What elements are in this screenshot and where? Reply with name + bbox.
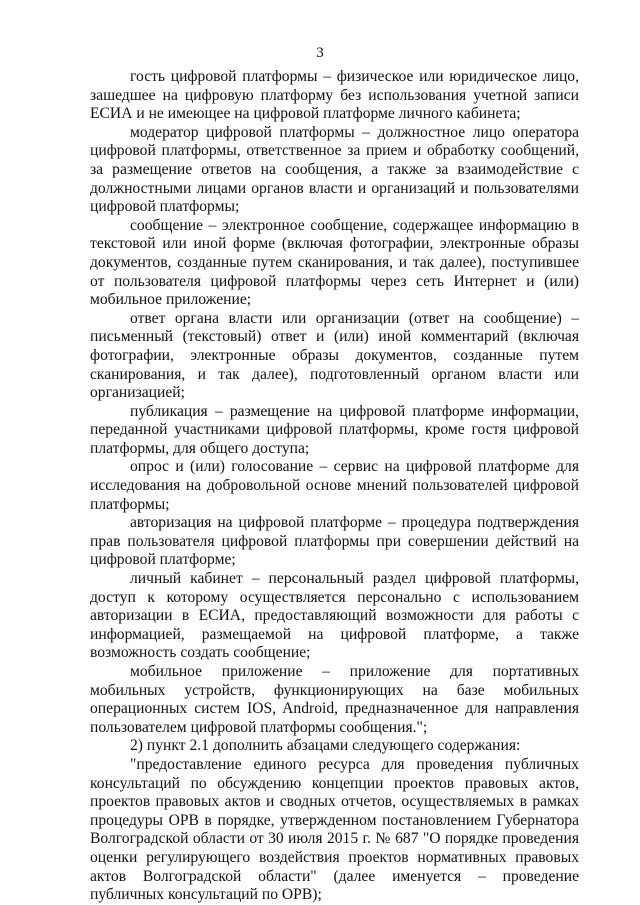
page-number: 3	[316, 45, 324, 61]
definition-authorization: авторизация на цифровой платформе – процедура подтверждения прав пользователя цифровой платформы при совершении действий на цифровой платформе;	[90, 514, 579, 569]
amendment-item-2: 2) пункт 2.1 дополнить абзацами следующего содержания:	[130, 737, 521, 755]
document-body	[90, 68, 579, 905]
definition-publication: публикация – размещение на цифровой платформе информации, переданной участниками цифровой платформы, кроме гостя цифровой платформы, для общего доступа;	[90, 402, 579, 457]
definition-poll: опрос и (или) голосование – сервис на цифровой платформе для исследования на добровольной основе мнений пользователей цифровой платформы;	[90, 458, 579, 513]
definition-mobile-app: мобильное приложение – приложение для портативных мобильных устройств, функционирующих на базе мобильных операционных систем IOS, Android, предназначенное для направления пользователем цифровой платформы сообщения.";	[90, 663, 579, 736]
definition-message: сообщение – электронное сообщение, содержащее информацию в текстовой или иной форме (включая фотографии, электронные образы документов, созданные путем сканирования, и так далее), поступившее от пользователя цифровой платформы через сеть Интернет и (или) мобильное приложение;	[90, 216, 579, 309]
definition-moderator: модератор цифровой платформы – должностное лицо оператора цифровой платформы, ответственное за прием и обработку сообщений, за размещение ответов на сообщения, а также за взаимодействие с должностными лицами органов власти и организаций и пользователями цифровой платформы;	[90, 123, 579, 216]
definition-response: ответ органа власти или организации (ответ на сообщение) – письменный (текстовый) ответ и (или) иной комментарий (включая фотографии, электронные образы документов, созданные путем сканирования, и так далее), подготовленный органом власти или организацией;	[90, 309, 579, 402]
definition-personal-account: личный кабинет – персональный раздел цифровой платформы, доступ к которому осуществляется персонально с использованием авторизации в ЕСИА, предоставляющий возможности для работы с информацией, размещаемой на цифровой платформе, а также возможность создать сообщение;	[90, 570, 579, 662]
amendment-text: "предоставление единого ресурса для проведения публичных консультаций по обсуждению концепции проектов правовых актов, проектов правовых актов и сводных отчетов, осуществляемых в рамках процедуры ОРВ в порядке, утвержденном постановлением Губернатора Волгоградской области от 30 июля 2015 г. № 687 "О порядке проведения оценки регулирующего воздействия проектов нормативных правовых актов Волгоградской области" (далее именуется – проведение публичных консультаций по ОРВ);	[90, 755, 579, 904]
definition-guest: гость цифровой платформы – физическое или юридическое лицо, зашедшее на цифровую платформу без использования учетной записи ЕСИА и не имеющее на цифровой платформе личного кабинета;	[90, 68, 579, 123]
